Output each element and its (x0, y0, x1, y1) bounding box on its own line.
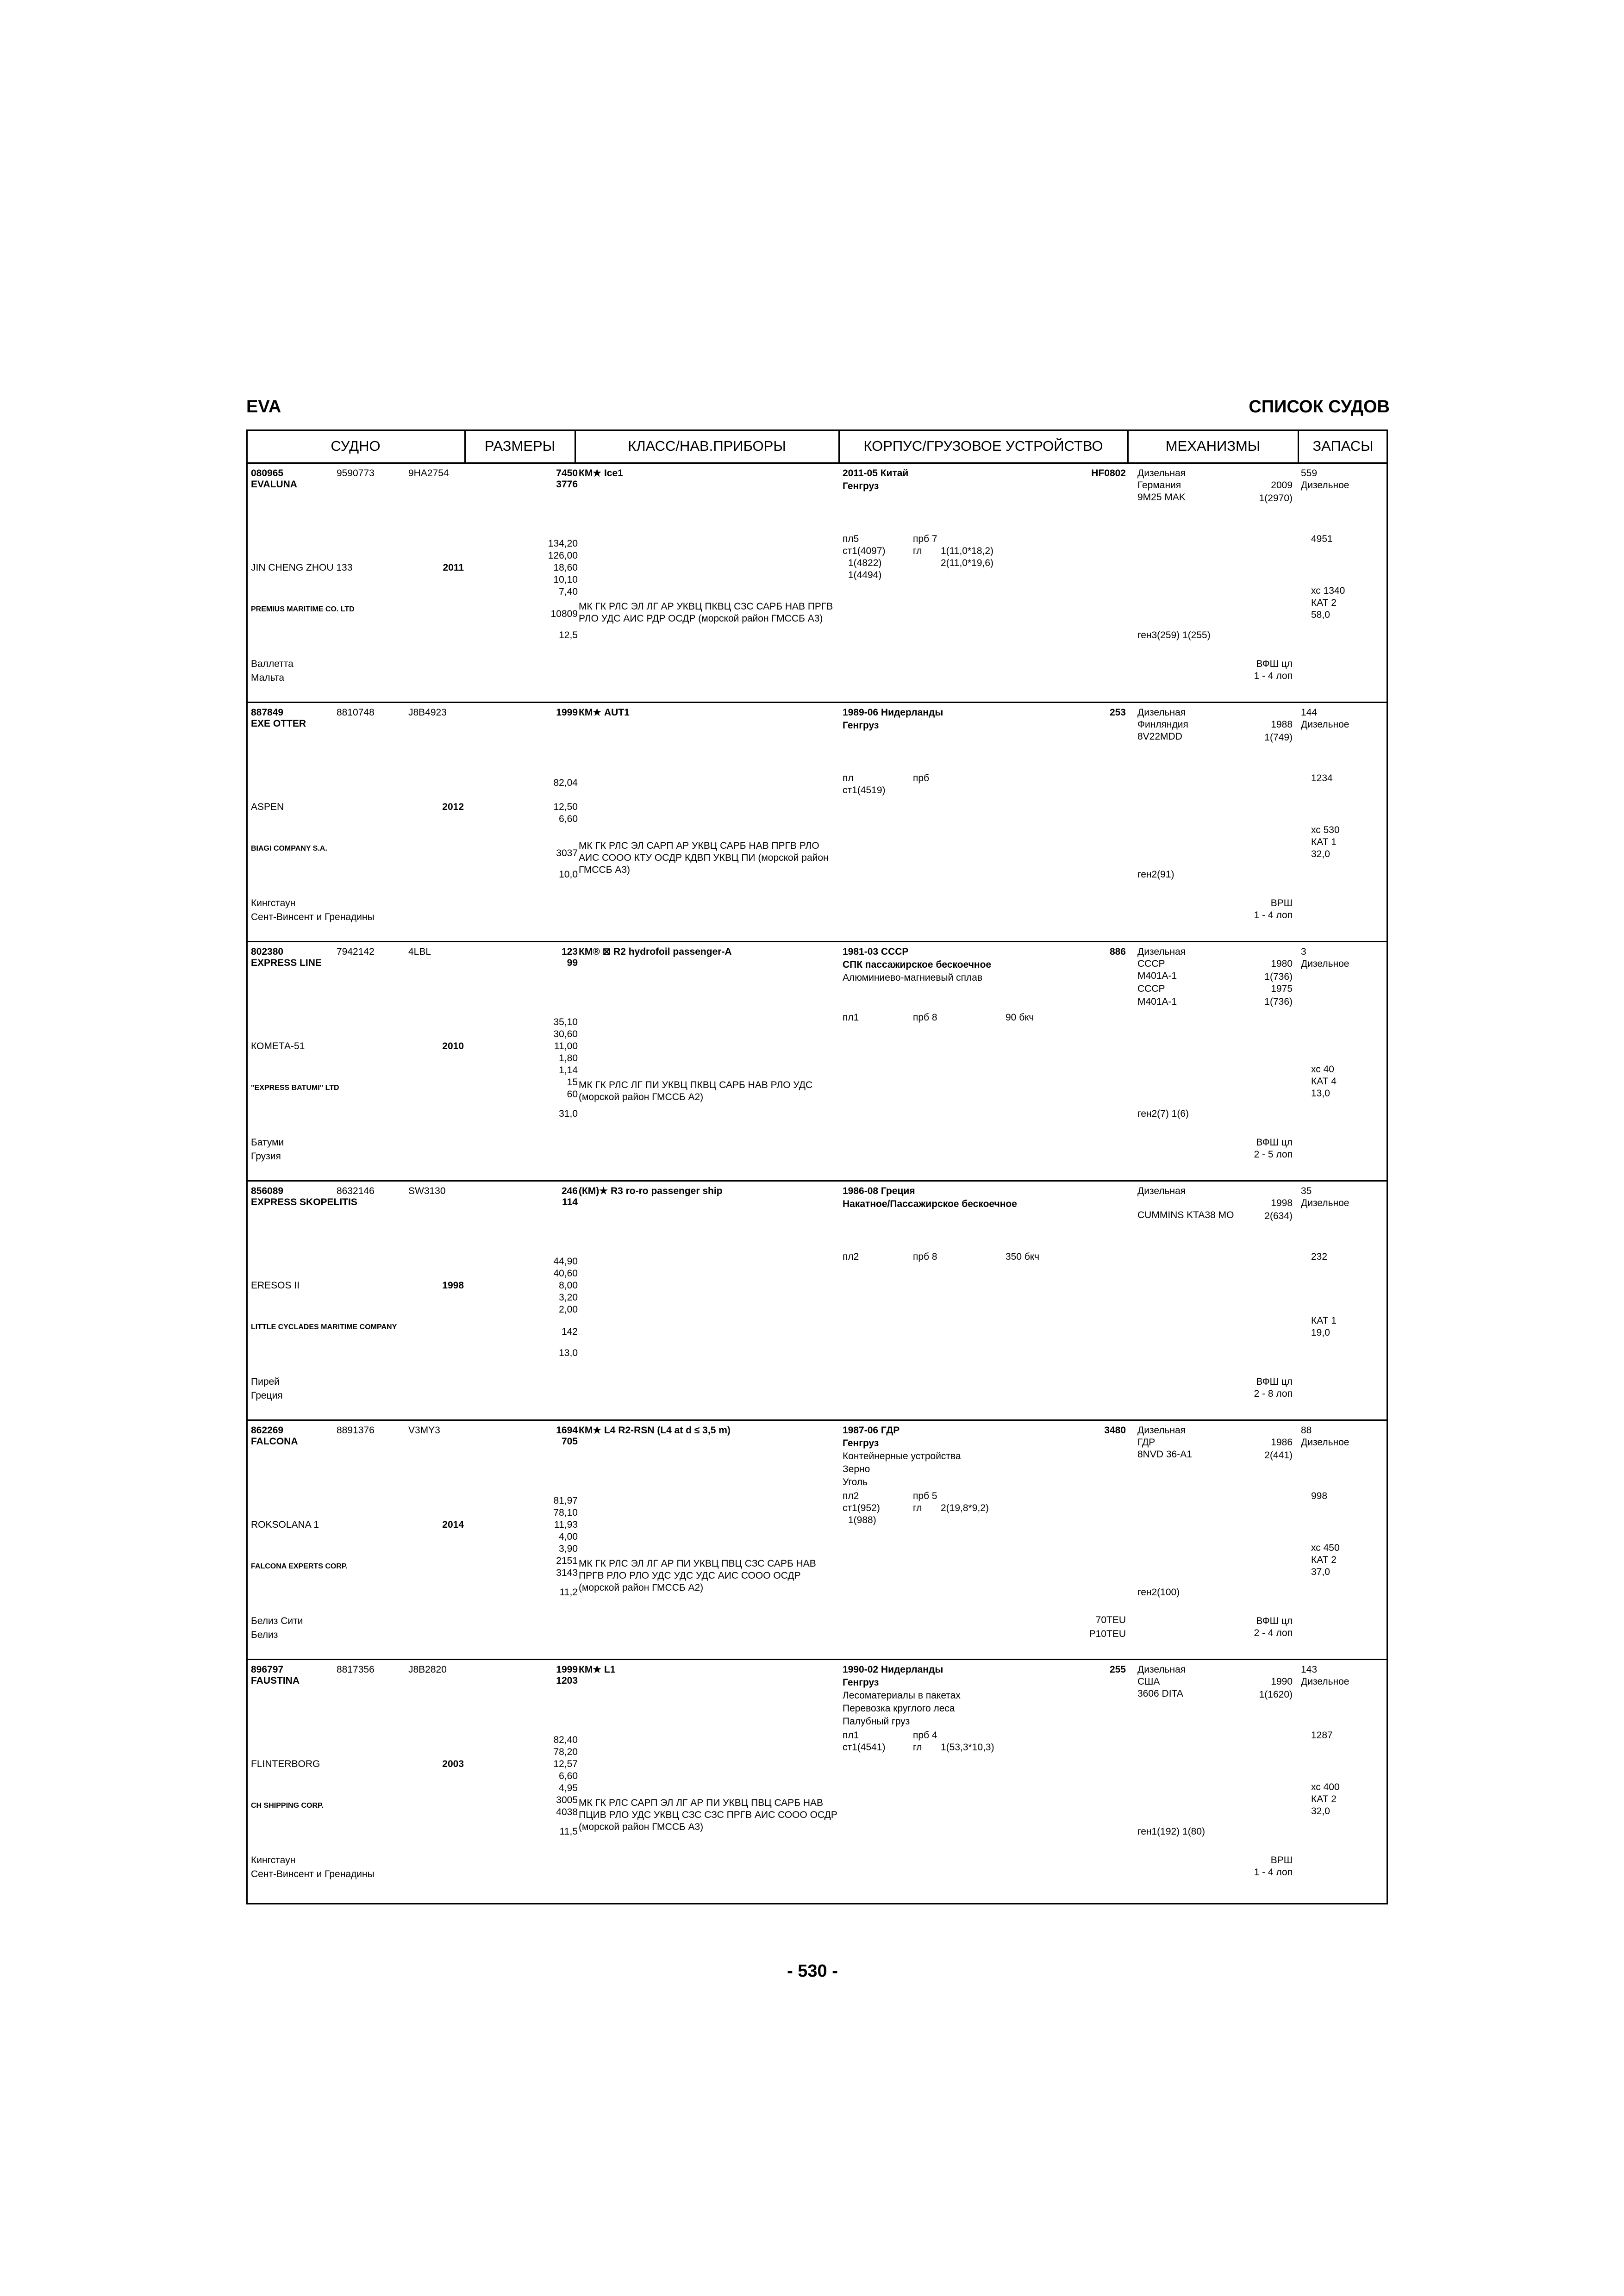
hold-info: 2(11,0*19,6) (941, 558, 994, 568)
ship-name: FAUSTINA (251, 1675, 300, 1686)
dimension-value: 78,20 (553, 1747, 578, 1757)
imo-number: 8817356 (337, 1664, 375, 1675)
flag: Сент-Винсент и Гренадины (251, 1869, 375, 1879)
class-notation: КМ★ L4 R2-RSN (L4 at d ≤ 3,5 m) (579, 1425, 731, 1436)
propeller-blades: 2 - 4 лоп (1254, 1628, 1293, 1638)
propeller: ВРШ (1270, 1855, 1293, 1866)
stores-capacity: 232 (1311, 1251, 1328, 1262)
owner: LITTLE CYCLADES MARITIME COMPANY (251, 1323, 397, 1331)
engine-model: 9M25 MAK (1137, 492, 1186, 503)
endurance: 13,0 (1311, 1088, 1330, 1099)
hold-info: пл1 (843, 1012, 859, 1023)
hull-info: 1987-06 ГДР (843, 1425, 900, 1436)
dimension-value: 82,40 (553, 1735, 578, 1745)
reg-number: 887849 (251, 707, 284, 718)
header-left: EVA (246, 397, 281, 417)
hull-info: Алюминиево-магниевый сплав (843, 972, 983, 983)
engine-type: Дизельная (1137, 707, 1186, 718)
dimension-value: 11,2 (559, 1587, 578, 1598)
former-name: FLINTERBORG (251, 1759, 320, 1769)
dimension-value: 3,90 (559, 1543, 578, 1554)
dimension-value: 134,20 (548, 538, 578, 549)
engine-year: 1988 (1271, 719, 1293, 730)
nav-equipment: МК ГК РЛС САРП ЭЛ ЛГ АР ПИ УКВЦ ПВЦ САРБ НАВ ПЦИВ РЛО УДС УКВЦ СЗС СЗС ПРГВ АИС СООО ОСДР (морской район ГМССБ А3) (579, 1798, 837, 1832)
dimension-value: 11,00 (554, 1041, 578, 1052)
hold-info: прб 8 (913, 1012, 937, 1023)
dimension-value: 10809 (550, 609, 578, 619)
stores-reserve: хс 40 (1311, 1064, 1334, 1075)
ship-name: EXPRESS SKOPELITIS (251, 1197, 357, 1207)
dimension-value: 142 (561, 1326, 578, 1337)
dimension-value: 6,60 (559, 814, 578, 824)
dimension-value: 126,00 (548, 550, 578, 561)
dimension-value: 3776 (556, 479, 578, 490)
stores-reserve: хс 450 (1311, 1543, 1340, 1553)
nav-equipment: МК ГК РЛС ЭЛ САРП АР УКВЦ САРБ НАВ ПРГВ РЛО АИС СООО КТУ ОСДР КДВП УКВЦ ПИ (морской район ГМССБ А3) (579, 840, 829, 875)
stores-value: 88 (1301, 1425, 1312, 1436)
hold-info: пл2 (843, 1491, 859, 1501)
hull-info: СПК пассажирское бескоечное (843, 959, 992, 970)
propeller: ВРШ (1270, 898, 1293, 908)
reg-number: 862269 (251, 1425, 284, 1436)
imo-number: 8810748 (337, 707, 375, 718)
imo-number: 8891376 (337, 1425, 375, 1436)
stores-capacity: 4951 (1311, 534, 1333, 544)
hold-info: ст1(4097) (843, 546, 886, 556)
engine-power: 1(736) (1264, 971, 1293, 982)
ship-name: EVALUNA (251, 479, 297, 490)
propeller: ВФШ цл (1256, 659, 1293, 669)
engine-model: М401А-1 (1137, 996, 1177, 1007)
hull-info: Генгруз (843, 720, 879, 731)
teu-info: P10TEU (1089, 1629, 1126, 1639)
stores-reserve: хс 400 (1311, 1782, 1340, 1792)
col-ship: СУДНО (246, 429, 465, 464)
former-name: ERESOS II (251, 1280, 300, 1291)
reg-number: 856089 (251, 1186, 284, 1196)
endurance: 19,0 (1311, 1327, 1330, 1338)
engine-power: 1(736) (1264, 996, 1293, 1007)
stores-value: 143 (1301, 1664, 1318, 1675)
build-year: 2012 (442, 802, 464, 812)
dimension-value: 35,10 (553, 1017, 578, 1027)
flag: Сент-Винсент и Гренадины (251, 912, 375, 922)
dimension-value: 3,20 (559, 1292, 578, 1303)
hold-info: ст1(4541) (843, 1742, 886, 1753)
engine-type: Дизельная (1137, 1425, 1186, 1436)
hull-info: Генгруз (843, 481, 879, 492)
dimension-value: 10,0 (559, 869, 578, 880)
fuel-type: Дизельное (1301, 1676, 1349, 1687)
dimension-value: 1999 (556, 707, 578, 718)
dimension-value: 11,93 (554, 1519, 578, 1530)
hold-info: пл5 (843, 534, 859, 544)
engine-power: 1(749) (1264, 732, 1293, 743)
engine-model: 8NVD 36-A1 (1137, 1449, 1192, 1460)
dimension-value: 4038 (556, 1807, 578, 1817)
engine-year: 1975 (1271, 983, 1293, 994)
hold-info: прб 4 (913, 1730, 937, 1741)
stores-reserve: хс 530 (1311, 825, 1340, 835)
dimension-value: 11,5 (559, 1826, 578, 1837)
dimension-value: 13,0 (559, 1348, 578, 1358)
dimension-value: 123 (561, 946, 578, 957)
hold-info: гл (913, 1503, 922, 1513)
dimension-value: 3037 (556, 848, 578, 859)
former-name: КОМЕТА-51 (251, 1041, 305, 1052)
engine-type: Дизельная (1137, 946, 1186, 957)
dimension-value: 44,90 (553, 1256, 578, 1267)
dimension-value: 4,00 (559, 1531, 578, 1542)
class-notation: КМ★ Ice1 (579, 468, 623, 479)
flag: Греция (251, 1390, 283, 1401)
hold-info: 2(19,8*9,2) (941, 1503, 989, 1513)
owner: CH SHIPPING CORP. (251, 1802, 324, 1810)
propeller-blades: 1 - 4 лоп (1254, 1867, 1293, 1878)
hull-info: Перевозка круглого леса (843, 1703, 955, 1714)
hold-info: ст1(4519) (843, 785, 886, 796)
hold-info: прб 8 (913, 1251, 937, 1262)
build-year: 2003 (442, 1759, 464, 1769)
hull-info: 1990-02 Нидерланды (843, 1664, 943, 1675)
build-year: 2011 (443, 562, 464, 573)
category: КАТ 2 (1311, 1794, 1337, 1804)
dimension-value: 40,60 (553, 1268, 578, 1279)
hull-info: Генгруз (843, 1438, 879, 1449)
generators: ген3(259) 1(255) (1137, 630, 1211, 641)
engine-country: СССР (1137, 983, 1165, 994)
fuel-type: Дизельное (1301, 719, 1349, 730)
dimension-value: 3005 (556, 1795, 578, 1805)
propeller: ВФШ цл (1256, 1137, 1293, 1148)
hold-info: пл2 (843, 1251, 859, 1262)
call-sign: 4LBL (408, 946, 431, 957)
stores-reserve: хс 1340 (1311, 585, 1345, 596)
hull-info: Зерно (843, 1464, 870, 1475)
fuel-type: Дизельное (1301, 1198, 1349, 1208)
class-notation: КМ® ⊠ R2 hydrofoil passenger-A (579, 946, 732, 957)
dimension-value: 12,50 (553, 802, 578, 812)
hold-info: 90 бкч (1006, 1012, 1034, 1023)
generators: ген1(192) 1(80) (1137, 1826, 1206, 1837)
category: КАТ 2 (1311, 1555, 1337, 1565)
flag: Мальта (251, 672, 285, 683)
port: Кингстаун (251, 898, 296, 908)
hold-info: 1(4822) (848, 558, 882, 568)
call-sign: V3MY3 (408, 1425, 440, 1436)
col-dimensions: РАЗМЕРЫ (465, 429, 575, 464)
nav-equipment: МК ГК РЛС ЭЛ ЛГ АР УКВЦ ПКВЦ СЗС САРБ НАВ ПРГВ РЛО УДС АИС РДР ОСДР (морской район ГМССБ А3) (579, 601, 833, 624)
dimension-value: 81,97 (553, 1495, 578, 1506)
generators: ген2(100) (1137, 1587, 1180, 1598)
stores-value: 3 (1301, 946, 1306, 957)
dimension-value: 1,80 (559, 1053, 578, 1064)
fuel-type: Дизельное (1301, 958, 1349, 969)
dimension-value: 15 (567, 1077, 578, 1088)
fuel-type: Дизельное (1301, 480, 1349, 491)
former-name: ASPEN (251, 802, 284, 812)
engine-type: Дизельная (1137, 468, 1186, 479)
propeller-blades: 1 - 4 лоп (1254, 910, 1293, 921)
engine-model: 8V22MDD (1137, 731, 1182, 742)
dimension-value: 12,57 (553, 1759, 578, 1769)
imo-number: 8632146 (337, 1186, 375, 1196)
port: Пирей (251, 1376, 280, 1387)
dimension-value: 2151 (556, 1556, 578, 1566)
former-name: JIN CHENG ZHOU 133 (251, 562, 353, 573)
build-year: 1998 (442, 1280, 464, 1291)
engine-type: Дизельная (1137, 1186, 1186, 1196)
dimension-value: 1,14 (559, 1065, 578, 1076)
dimension-value: 12,5 (559, 630, 578, 641)
dimension-value: 6,60 (559, 1771, 578, 1781)
propeller-blades: 2 - 5 лоп (1254, 1149, 1293, 1160)
hold-info: ст1(952) (843, 1503, 880, 1513)
generators: ген2(91) (1137, 869, 1174, 880)
dimension-value: 8,00 (559, 1280, 578, 1291)
propeller: ВФШ цл (1256, 1376, 1293, 1387)
engine-model: 3606 DITA (1137, 1688, 1183, 1699)
category: КАТ 4 (1311, 1076, 1337, 1087)
propeller-blades: 2 - 8 лоп (1254, 1388, 1293, 1399)
dimension-value: 82,04 (553, 778, 578, 788)
hull-info: Лесоматериалы в пакетах (843, 1690, 961, 1701)
engine-year: 1990 (1271, 1676, 1293, 1687)
ship-record (246, 1660, 1388, 1899)
engine-country: ГДР (1137, 1437, 1156, 1448)
reg-number: 896797 (251, 1664, 284, 1675)
col-hull: КОРПУС/ГРУЗОВОЕ УСТРОЙСТВО (839, 429, 1128, 464)
hull-info: Генгруз (843, 1677, 879, 1688)
hull-info: Уголь (843, 1477, 868, 1487)
category: КАТ 1 (1311, 1315, 1337, 1326)
category: КАТ 2 (1311, 597, 1337, 608)
endurance: 32,0 (1311, 849, 1330, 859)
stores-value: 559 (1301, 468, 1318, 479)
build-year: 2014 (442, 1519, 464, 1530)
engine-type: Дизельная (1137, 1664, 1186, 1675)
engine-country: США (1137, 1676, 1160, 1687)
owner: BIAGI COMPANY S.A. (251, 845, 327, 852)
col-divider (1298, 429, 1299, 464)
ship-name: EXE OTTER (251, 718, 306, 729)
col-stores: ЗАПАСЫ (1298, 429, 1388, 464)
stores-capacity: 1234 (1311, 773, 1333, 784)
dimension-value: 1694 (556, 1425, 578, 1436)
port: Валлетта (251, 659, 294, 669)
hold-info: гл (913, 546, 922, 556)
engine-year: 1998 (1271, 1198, 1293, 1208)
hold-info: 1(53,3*10,3) (941, 1742, 994, 1753)
dimension-value: 7450 (556, 468, 578, 479)
dimension-value: 1203 (556, 1675, 578, 1686)
ship-record (246, 464, 1388, 703)
flag: Грузия (251, 1151, 281, 1162)
dimension-value: 7,40 (559, 586, 578, 597)
engine-model: М401А-1 (1137, 971, 1177, 981)
class-notation: КМ★ AUT1 (579, 707, 630, 718)
ship-record (246, 942, 1388, 1182)
owner: PREMIUS MARITIME CO. LTD (251, 605, 355, 613)
ship-record (246, 703, 1388, 942)
col-divider (838, 429, 840, 464)
nav-equipment: МК ГК РЛС ЭЛ ЛГ АР ПИ УКВЦ ПВЦ СЗС САРБ НАВ ПРГВ РЛО РЛО УДС УДС УДС АИС СООО ОСДР (морской район ГМССБ А2) (579, 1558, 816, 1593)
endurance: 37,0 (1311, 1567, 1330, 1577)
dimension-value: 78,10 (553, 1507, 578, 1518)
imo-number: 9590773 (337, 468, 375, 479)
dimension-value: 3143 (556, 1568, 578, 1578)
dimension-value: 2,00 (559, 1304, 578, 1315)
category: КАТ 1 (1311, 837, 1337, 847)
dimension-value: 30,60 (553, 1029, 578, 1039)
stores-value: 35 (1301, 1186, 1312, 1196)
nav-equipment: МК ГК РЛС ЛГ ПИ УКВЦ ПКВЦ САРБ НАВ РЛО УДС (морской район ГМССБ А2) (579, 1080, 813, 1102)
call-sign: J8B2820 (408, 1664, 447, 1675)
endurance: 32,0 (1311, 1806, 1330, 1817)
class-notation: КМ★ L1 (579, 1664, 616, 1675)
fuel-type: Дизельное (1301, 1437, 1349, 1448)
port: Белиз Сити (251, 1616, 303, 1626)
call-sign: J8B4923 (408, 707, 447, 718)
hull-code: HF0802 (1091, 468, 1126, 479)
dimension-value: 114 (562, 1197, 578, 1207)
hull-info: 1986-08 Греция (843, 1186, 915, 1196)
stores-capacity: 998 (1311, 1491, 1328, 1501)
page-number: - 530 - (787, 1961, 838, 1981)
hull-info: Накатное/Пассажирское бескоечное (843, 1199, 1017, 1209)
hold-info: 1(4494) (848, 570, 882, 580)
dimension-value: 18,60 (553, 562, 578, 573)
ship-name: FALCONA (251, 1436, 298, 1447)
dimension-value: 705 (561, 1436, 578, 1447)
hold-info: 1(11,0*18,2) (941, 546, 994, 556)
build-year: 2010 (442, 1041, 464, 1052)
ship-record (246, 1182, 1388, 1421)
call-sign: 9HA2754 (408, 468, 449, 479)
hold-info: прб (913, 773, 930, 784)
hull-code: 3480 (1104, 1425, 1126, 1436)
col-divider (1127, 429, 1129, 464)
col-class: КЛАСС/НАВ.ПРИБОРЫ (575, 429, 839, 464)
dimension-value: 4,95 (559, 1783, 578, 1793)
owner: FALCONA EXPERTS CORP. (251, 1562, 348, 1570)
engine-power: 1(1620) (1259, 1689, 1293, 1700)
hold-info: 1(988) (848, 1515, 876, 1525)
call-sign: SW3130 (408, 1186, 446, 1196)
port: Батуми (251, 1137, 284, 1148)
hold-info: пл (843, 773, 854, 784)
imo-number: 7942142 (337, 946, 375, 957)
reg-number: 080965 (251, 468, 284, 479)
dimension-value: 1999 (556, 1664, 578, 1675)
former-name: ROKSOLANA 1 (251, 1519, 319, 1530)
engine-year: 2009 (1271, 480, 1293, 491)
port: Кингстаун (251, 1855, 296, 1866)
stores-capacity: 1287 (1311, 1730, 1333, 1741)
hull-code: 255 (1109, 1664, 1126, 1675)
hold-info: прб 5 (913, 1491, 937, 1501)
hold-info: пл1 (843, 1730, 859, 1741)
dimension-value: 60 (567, 1089, 578, 1100)
engine-country: Германия (1137, 480, 1181, 491)
hull-code: 253 (1109, 707, 1126, 718)
dimension-value: 246 (561, 1186, 578, 1196)
owner: "EXPRESS BATUMI" LTD (251, 1084, 339, 1092)
engine-country: СССР (1137, 958, 1165, 969)
hull-info: 1989-06 Нидерланды (843, 707, 943, 718)
engine-model: CUMMINS KTA38 MO (1137, 1210, 1234, 1220)
hull-info: 2011-05 Китай (843, 468, 909, 479)
dimension-value: 10,10 (553, 574, 578, 585)
hold-info: 350 бкч (1006, 1251, 1040, 1262)
hull-info: Контейнерные устройства (843, 1451, 961, 1462)
hull-code: 886 (1109, 946, 1126, 957)
class-notation: (КМ)★ R3 ro-ro passenger ship (579, 1186, 723, 1196)
engine-power: 2(634) (1264, 1211, 1293, 1221)
hold-info: гл (913, 1742, 922, 1753)
hull-info: Палубный груз (843, 1716, 910, 1727)
engine-year: 1986 (1271, 1437, 1293, 1448)
hull-info: 1981-03 СССР (843, 946, 909, 957)
col-divider (575, 429, 576, 464)
engine-year: 1980 (1271, 958, 1293, 969)
flag: Белиз (251, 1630, 278, 1640)
col-divider (464, 429, 466, 464)
engine-power: 2(441) (1264, 1450, 1293, 1461)
propeller: ВФШ цл (1256, 1616, 1293, 1626)
ship-record (246, 1421, 1388, 1660)
stores-value: 144 (1301, 707, 1318, 718)
engine-power: 1(2970) (1259, 493, 1293, 504)
dimension-value: 31,0 (559, 1108, 578, 1119)
header-right: СПИСОК СУДОВ (1249, 397, 1390, 417)
col-machinery: МЕХАНИЗМЫ (1128, 429, 1298, 464)
dimension-value: 99 (567, 958, 578, 968)
reg-number: 802380 (251, 946, 284, 957)
endurance: 58,0 (1311, 610, 1330, 620)
ship-name: EXPRESS LINE (251, 958, 322, 968)
hold-info: прб 7 (913, 534, 937, 544)
teu-info: 70TEU (1095, 1615, 1126, 1625)
propeller-blades: 1 - 4 лоп (1254, 671, 1293, 681)
generators: ген2(7) 1(6) (1137, 1108, 1189, 1119)
engine-country: Финляндия (1137, 719, 1188, 730)
